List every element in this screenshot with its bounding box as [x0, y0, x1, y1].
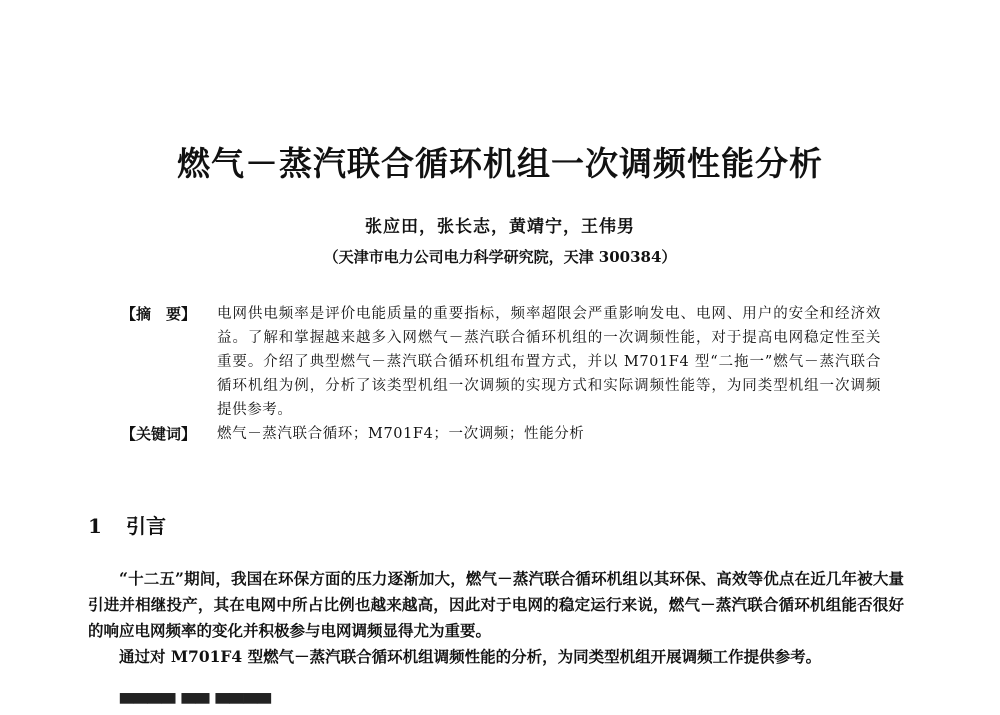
body-paragraph: “十二五”期间，我国在环保方面的压力逐渐加大，燃气－蒸汽联合循环机组以其环保、高效等优点在近几年被大量引进并相继投产，其在电网中所占比例也越来越高，因此对于电网的稳定运行来说，燃气－蒸汽联合循环机组能否很好的响应电网频率的变化并积极参与电网调频显得尤为重要。 [88, 569, 904, 640]
keywords-row [121, 422, 881, 446]
paper-title: 燃气－蒸汽联合循环机组一次调频性能分析 [177, 144, 823, 183]
abstract-block [121, 302, 881, 446]
keywords-label: 【关键词】 [121, 425, 197, 443]
keywords-text: 燃气－蒸汽联合循环；M701F4；一次调频；性能分析 [217, 426, 585, 442]
section-number: 1 [88, 514, 102, 538]
abstract-text: 电网供电频率是评价电能质量的重要指标，频率超限会严重影响发电、电网、用户的安全和经济效益。了解和掌握越来越多入网燃气－蒸汽联合循环机组的一次调频性能，对于提高电网稳定性至关重要。介绍了典型燃气－蒸汽联合循环机组布置方式，并以 M701F4 型“二拖一”燃气－蒸汽联合循环机组为例，分析了该类型机组一次调频的实现方式和实际调频性能等，为同类型机组一次调频提供参考。 [217, 306, 881, 418]
abstract-label: 【摘 要】 [121, 305, 197, 323]
next-heading-cutoff [120, 693, 320, 715]
section-heading [88, 511, 166, 541]
section-title: 引言 [126, 514, 166, 538]
affiliation: （天津市电力公司电力科学研究院，天津 300384） [323, 248, 677, 266]
section-body [88, 566, 904, 670]
cutoff-glyphs: ▀▀▀▀ ▀▀ ▀▀▀▀ [120, 694, 271, 715]
abstract-row [121, 302, 881, 422]
author-list: 张应田，张长志，黄靖宁，王伟男 [365, 217, 635, 237]
body-paragraph: 通过对 M701F4 型燃气－蒸汽联合循环机组调频性能的分析，为同类型机组开展调频工作提供参考。 [119, 647, 822, 666]
